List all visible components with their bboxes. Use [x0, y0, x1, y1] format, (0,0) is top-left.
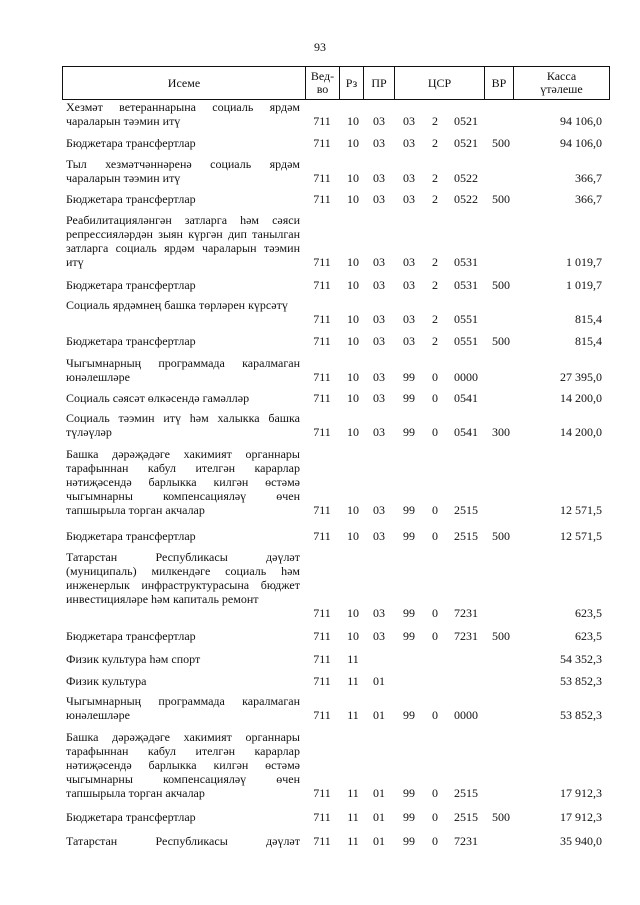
cell-csr-code: 0000 [454, 370, 478, 384]
cell-csr-program: 03 [403, 171, 415, 185]
table-row [0, 529, 640, 543]
cell-pr: 01 [373, 708, 385, 722]
table-row [0, 136, 640, 150]
table-row [0, 278, 640, 292]
table-row [0, 213, 640, 269]
cell-csr-sub: 0 [432, 606, 438, 620]
cell-rz: 11 [347, 834, 359, 848]
cell-sum: 366,7 [575, 192, 602, 206]
cell-rz: 10 [347, 503, 359, 517]
row-name: Социаль сәясәт өлкәсендә гамәлләр [66, 391, 250, 405]
cell-csr-code: 2515 [454, 529, 478, 543]
cell-vr: 500 [492, 629, 510, 643]
cell-pr: 03 [373, 606, 385, 620]
row-name: Чыгымнарның программада каралмаган юнәлешләре [66, 356, 300, 384]
cell-csr-code: 0521 [454, 114, 478, 128]
table-row [0, 334, 640, 348]
cell-csr-program: 03 [403, 136, 415, 150]
cell-pr: 03 [373, 192, 385, 206]
cell-csr-code: 7231 [454, 629, 478, 643]
cell-csr-sub: 0 [432, 391, 438, 405]
table-row [0, 834, 640, 848]
row-name: Физик культура һәм спорт [66, 652, 201, 666]
row-name: Бюджетара трансфертлар [66, 136, 196, 150]
cell-ved: 711 [313, 834, 331, 848]
cell-ved: 711 [313, 391, 331, 405]
row-name: Социаль ярдәмнең башка төрләрен күрсәтү [66, 298, 288, 312]
cell-rz: 10 [347, 278, 359, 292]
row-name: Бюджетара трансфертлар [66, 529, 196, 543]
table-row [0, 694, 640, 722]
header-pr: ПР [364, 67, 395, 99]
cell-csr-program: 03 [403, 114, 415, 128]
cell-rz: 10 [347, 629, 359, 643]
cell-csr-sub: 0 [432, 629, 438, 643]
cell-csr-program: 03 [403, 334, 415, 348]
table-row [0, 674, 640, 688]
header-ved: Вед- во [306, 67, 340, 99]
row-name: Физик культура [66, 674, 147, 688]
cell-sum: 12 571,5 [560, 529, 602, 543]
cell-csr-program: 03 [403, 192, 415, 206]
row-name: Чыгымнарның программада каралмаган юнәлешләре [66, 694, 300, 722]
cell-csr-code: 0522 [454, 192, 478, 206]
cell-csr-program: 03 [403, 278, 415, 292]
cell-rz: 11 [347, 674, 359, 688]
cell-sum: 623,5 [575, 629, 602, 643]
cell-sum: 1 019,7 [566, 255, 602, 269]
cell-ved: 711 [313, 674, 331, 688]
cell-csr-code: 0531 [454, 278, 478, 292]
table-row [0, 391, 640, 405]
cell-ved: 711 [313, 192, 331, 206]
cell-sum: 35 940,0 [560, 834, 602, 848]
row-name: Хезмәт ветераннарына социаль ярдәм чараларын тәэмин итү [66, 100, 300, 128]
cell-vr: 500 [492, 192, 510, 206]
cell-ved: 711 [313, 652, 331, 666]
cell-vr: 500 [492, 810, 510, 824]
table-row [0, 356, 640, 384]
cell-sum: 53 852,3 [560, 674, 602, 688]
cell-rz: 10 [347, 114, 359, 128]
cell-csr-program: 99 [403, 606, 415, 620]
cell-ved: 711 [313, 334, 331, 348]
cell-rz: 11 [347, 708, 359, 722]
cell-ved: 711 [313, 503, 331, 517]
cell-csr-program: 03 [403, 255, 415, 269]
row-name: Бюджетара трансфертлар [66, 629, 196, 643]
cell-pr: 01 [373, 786, 385, 800]
cell-rz: 10 [347, 171, 359, 185]
cell-csr-sub: 2 [432, 192, 438, 206]
cell-ved: 711 [313, 114, 331, 128]
cell-vr: 300 [492, 425, 510, 439]
cell-pr: 03 [373, 425, 385, 439]
table-header [62, 66, 610, 100]
table-row [0, 810, 640, 824]
cell-rz: 10 [347, 529, 359, 543]
cell-ved: 711 [313, 255, 331, 269]
cell-csr-program: 99 [403, 391, 415, 405]
cell-sum: 17 912,3 [560, 810, 602, 824]
table-row [0, 192, 640, 206]
cell-ved: 711 [313, 606, 331, 620]
cell-sum: 12 571,5 [560, 503, 602, 517]
cell-pr: 01 [373, 674, 385, 688]
cell-rz: 10 [347, 312, 359, 326]
cell-rz: 11 [347, 786, 359, 800]
cell-ved: 711 [313, 425, 331, 439]
cell-sum: 53 852,3 [560, 708, 602, 722]
cell-pr: 03 [373, 391, 385, 405]
table-row [0, 730, 640, 800]
cell-rz: 10 [347, 391, 359, 405]
cell-sum: 623,5 [575, 606, 602, 620]
cell-csr-code: 0551 [454, 334, 478, 348]
row-name: Башка дәрәҗәдәге хакимият органнары тарафыннан кабул ителгән карарлар нәтиҗәсендә барлыкка килгән өстәмә чыгымнарны компенсацияләү өчен тапшырыла торган акчалар [66, 730, 300, 800]
cell-vr: 500 [492, 278, 510, 292]
cell-csr-sub: 2 [432, 136, 438, 150]
cell-rz: 10 [347, 425, 359, 439]
cell-ved: 711 [313, 278, 331, 292]
cell-csr-sub: 2 [432, 171, 438, 185]
cell-pr: 03 [373, 278, 385, 292]
cell-pr: 03 [373, 171, 385, 185]
cell-pr: 03 [373, 136, 385, 150]
cell-csr-program: 99 [403, 708, 415, 722]
cell-csr-code: 7231 [454, 834, 478, 848]
cell-sum: 1 019,7 [566, 278, 602, 292]
cell-ved: 711 [313, 810, 331, 824]
row-name: Бюджетара трансфертлар [66, 334, 196, 348]
cell-csr-sub: 0 [432, 370, 438, 384]
table-row [0, 100, 640, 128]
table-row [0, 629, 640, 643]
cell-csr-code: 0541 [454, 391, 478, 405]
cell-ved: 711 [313, 529, 331, 543]
cell-sum: 54 352,3 [560, 652, 602, 666]
cell-rz: 10 [347, 370, 359, 384]
cell-pr: 03 [373, 312, 385, 326]
table-row [0, 447, 640, 517]
cell-ved: 711 [313, 786, 331, 800]
table-row [0, 550, 640, 620]
cell-csr-sub: 0 [432, 503, 438, 517]
cell-csr-code: 0531 [454, 255, 478, 269]
row-name: Бюджетара трансфертлар [66, 278, 196, 292]
cell-sum: 366,7 [575, 171, 602, 185]
row-name: Татарстан Республикасы дәүләт (муниципаль) милкендәге социаль һәм инженерлык инфраструктурасына бюджет инвестицияләре һәм капиталь ремонт [66, 550, 300, 606]
cell-csr-sub: 2 [432, 278, 438, 292]
cell-csr-sub: 0 [432, 786, 438, 800]
cell-csr-sub: 2 [432, 312, 438, 326]
cell-vr: 500 [492, 334, 510, 348]
cell-rz: 10 [347, 255, 359, 269]
cell-sum: 94 106,0 [560, 136, 602, 150]
cell-rz: 11 [347, 652, 359, 666]
cell-csr-code: 2515 [454, 810, 478, 824]
page-number: 93 [314, 40, 326, 54]
cell-csr-sub: 0 [432, 425, 438, 439]
cell-csr-sub: 0 [432, 810, 438, 824]
cell-pr: 01 [373, 834, 385, 848]
header-vr: ВР [485, 67, 514, 99]
cell-csr-sub: 2 [432, 255, 438, 269]
cell-csr-sub: 0 [432, 708, 438, 722]
cell-csr-program: 99 [403, 529, 415, 543]
cell-csr-sub: 0 [432, 834, 438, 848]
cell-ved: 711 [313, 370, 331, 384]
header-name: Исеме [63, 67, 306, 99]
row-name: Социаль тәэмин итү һәм халыкка башка түләүләр [66, 411, 300, 439]
cell-csr-code: 0521 [454, 136, 478, 150]
table-row [0, 298, 640, 326]
cell-ved: 711 [313, 629, 331, 643]
cell-rz: 10 [347, 606, 359, 620]
cell-sum: 17 912,3 [560, 786, 602, 800]
header-sum: Касса үтәлеше [540, 69, 583, 96]
cell-pr: 03 [373, 114, 385, 128]
cell-ved: 711 [313, 171, 331, 185]
row-name: Бюджетара трансфертлар [66, 810, 196, 824]
cell-csr-code: 0522 [454, 171, 478, 185]
cell-csr-code: 2515 [454, 503, 478, 517]
cell-csr-program: 99 [403, 810, 415, 824]
row-name: Татарстан Республикасы дәүләт [66, 834, 300, 848]
cell-pr: 01 [373, 810, 385, 824]
cell-csr-code: 0000 [454, 708, 478, 722]
cell-csr-code: 7231 [454, 606, 478, 620]
cell-csr-sub: 0 [432, 529, 438, 543]
cell-rz: 10 [347, 334, 359, 348]
cell-ved: 711 [313, 708, 331, 722]
cell-csr-program: 99 [403, 425, 415, 439]
header-rz: Рз [340, 67, 364, 99]
cell-csr-program: 99 [403, 629, 415, 643]
table-row [0, 411, 640, 439]
cell-pr: 03 [373, 629, 385, 643]
cell-pr: 03 [373, 334, 385, 348]
row-name: Тыл хезмәтчәннәренә социаль ярдәм чараларын тәэмин итү [66, 157, 300, 185]
cell-csr-code: 2515 [454, 786, 478, 800]
cell-csr-sub: 2 [432, 334, 438, 348]
cell-ved: 711 [313, 136, 331, 150]
cell-csr-program: 03 [403, 312, 415, 326]
cell-csr-sub: 2 [432, 114, 438, 128]
cell-rz: 11 [347, 810, 359, 824]
cell-sum: 94 106,0 [560, 114, 602, 128]
cell-rz: 10 [347, 136, 359, 150]
cell-pr: 03 [373, 503, 385, 517]
cell-pr: 03 [373, 370, 385, 384]
cell-rz: 10 [347, 192, 359, 206]
cell-sum: 815,4 [575, 312, 602, 326]
cell-sum: 14 200,0 [560, 425, 602, 439]
cell-ved: 711 [313, 312, 331, 326]
row-name: Башка дәрәҗәдәге хакимият органнары тарафыннан кабул ителгән карарлар нәтиҗәсендә барлыкка килгән өстәмә чыгымнарны компенсацияләү өчен тапшырыла торган акчалар [66, 447, 300, 517]
row-name: Реабилитацияләнгән затларга һәм сәяси репрессияләрдән зыян күргән дип танылган затларга социаль ярдәм чараларын тәэмин итү [66, 213, 300, 269]
cell-vr: 500 [492, 529, 510, 543]
cell-sum: 815,4 [575, 334, 602, 348]
cell-csr-program: 99 [403, 503, 415, 517]
cell-csr-code: 0551 [454, 312, 478, 326]
row-name: Бюджетара трансфертлар [66, 192, 196, 206]
table-row [0, 652, 640, 666]
cell-csr-code: 0541 [454, 425, 478, 439]
table-row [0, 157, 640, 185]
cell-sum: 27 395,0 [560, 370, 602, 384]
cell-vr: 500 [492, 136, 510, 150]
cell-pr: 03 [373, 529, 385, 543]
cell-csr-program: 99 [403, 370, 415, 384]
cell-sum: 14 200,0 [560, 391, 602, 405]
cell-csr-program: 99 [403, 786, 415, 800]
cell-pr: 03 [373, 255, 385, 269]
cell-csr-program: 99 [403, 834, 415, 848]
header-csr: ЦСР [395, 67, 485, 99]
